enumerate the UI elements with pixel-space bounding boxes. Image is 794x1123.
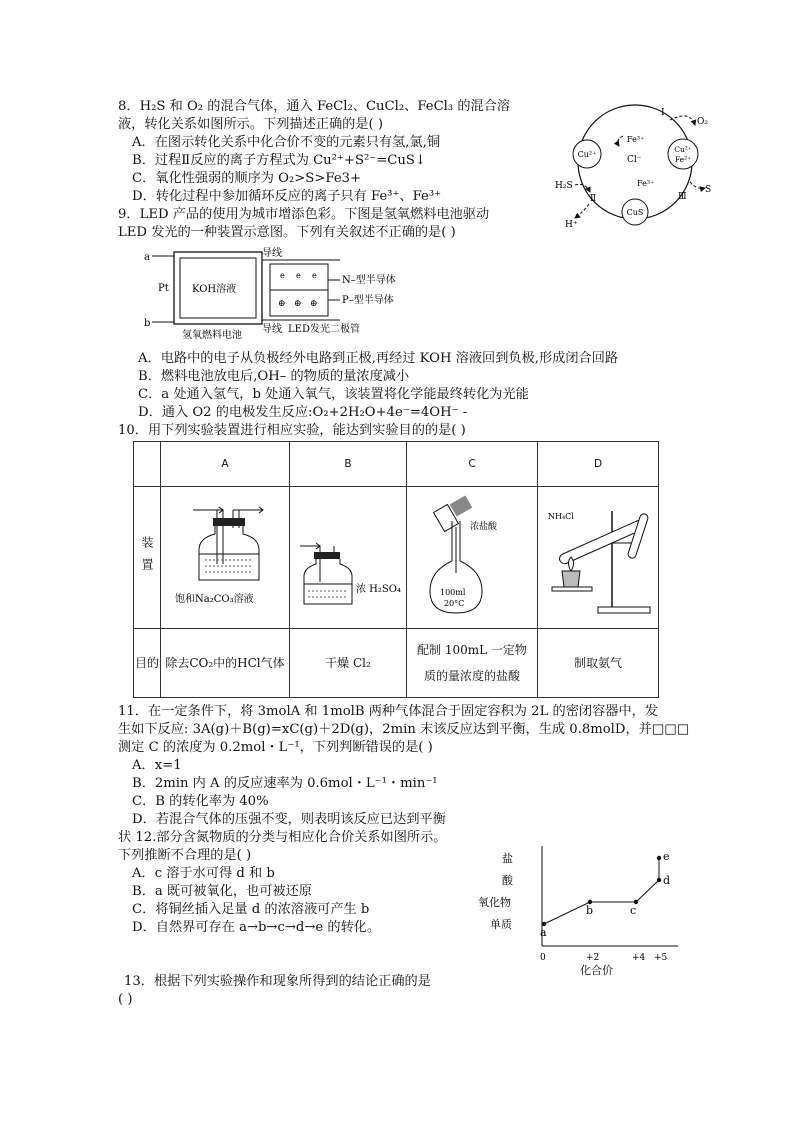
y-cat-element: 单质 xyxy=(490,918,512,931)
device-b-label: 浓 H₂SO₄ xyxy=(356,584,401,595)
fe3-top-label: Fe³⁺ xyxy=(627,135,645,144)
q8-option-b: B．过程Ⅱ反应的离子方程式为 Cu²⁺+S²⁻=CuS↓ xyxy=(132,153,426,168)
gas-washing-bottle-a xyxy=(161,496,289,616)
x-tick-4: +4 xyxy=(632,953,646,963)
electron-3: e xyxy=(312,271,317,280)
q8-option-a: A．在图示转化关系中化合价不变的元素只有氢,氯,铜 xyxy=(132,135,441,150)
device-c-label: 浓盐酸 xyxy=(470,522,498,532)
q12-stem-line2: 下列推断不合理的是( ) xyxy=(118,848,252,863)
q10-stem: 10．用下列实验装置进行相应实验，能达到实验目的的是( ) xyxy=(118,423,466,438)
hplus-label: H⁺ xyxy=(565,220,578,230)
col-d-header: D xyxy=(538,442,659,487)
col-a-header: A xyxy=(161,442,290,487)
q12-option-d: D．自然界可存在 a→b→c→d→e 的转化。 xyxy=(132,920,381,935)
q13-stem: 13．根据下列实验操作和现象所得到的结论正确的是 xyxy=(124,974,431,989)
col-c-header: C xyxy=(407,442,538,487)
point-e xyxy=(657,856,661,860)
purpose-b: 干燥 Cl₂ xyxy=(290,629,407,698)
q11-stem-line3: 测定 C 的浓度为 0.2mol・L⁻¹，下列判断错误的是( ) xyxy=(118,740,433,755)
q9-stem-line1: 9．LED 产品的使用为城市增添色彩。下图是氢氧燃料电池驱动 xyxy=(118,207,490,222)
ammonia-apparatus-d xyxy=(538,491,658,621)
device-d-cell xyxy=(538,487,659,629)
flask-temp: 20°C xyxy=(444,599,465,608)
x-axis-label: 化合价 xyxy=(580,964,613,977)
electron-2: e xyxy=(296,271,301,280)
cufe-fe-label: Fe²⁺ xyxy=(674,155,692,164)
led-caption: LED发光二极管 xyxy=(288,324,360,335)
purpose-d: 制取氨气 xyxy=(538,629,659,698)
q12-option-a: A．c 溶于水可得 d 和 b xyxy=(132,866,275,881)
p-type-label: P–型半导体 xyxy=(342,295,394,306)
q11-option-d: D．若混合气体的压强不变，则表明该反应已达到平衡 xyxy=(132,812,446,827)
y-cat-oxide: 氧化物 xyxy=(478,896,511,909)
q12-stem-line1: 状 12.部分含氮物质的分类与相应化合价关系如图所示。 xyxy=(118,830,447,845)
q8-option-d: D．转化过程中参加循环反应的离子只有 Fe³⁺、Fe³⁺ xyxy=(132,189,442,204)
inlet-a-label: a xyxy=(144,252,150,263)
cufe-circle xyxy=(668,139,698,169)
point-d xyxy=(657,878,661,882)
q12-nitrogen-chart xyxy=(470,842,690,980)
cu-label: Cu²⁺ xyxy=(577,150,597,159)
q11-option-b: B．2min 内 A 的反应速率为 0.6mol・L⁻¹・min⁻¹ xyxy=(132,776,438,791)
device-b-cell xyxy=(290,487,407,629)
x-tick-0: 0 xyxy=(540,953,546,963)
y-cat-salt: 盐 xyxy=(502,852,513,865)
cl-label: Cl⁻ xyxy=(627,155,642,165)
wire-bottom-label: 导线 xyxy=(262,324,282,335)
point-label-a: a xyxy=(540,926,547,939)
q9-fuel-cell-diagram xyxy=(140,244,430,344)
q13-paren: ( ) xyxy=(118,992,133,1007)
corner-cell xyxy=(134,442,161,487)
purpose-c: 配制 100mL 一定物质的量浓度的盐酸 xyxy=(407,629,538,698)
cell-caption: 氢氧燃料电池 xyxy=(182,330,242,341)
q10-experiment-table xyxy=(133,441,659,698)
electron-1: e xyxy=(280,271,285,280)
o2-label: O₂ xyxy=(697,117,708,127)
col-b-header: B xyxy=(290,442,407,487)
q11-stem-line1: 11．在一定条件下，将 3molA 和 1molB 两种气体混合于固定容积为 2L 的密闭容器中，发 xyxy=(118,704,659,719)
hole-2: ⊕ xyxy=(294,299,302,309)
q8-option-c: C．氧化性强弱的顺序为 O₂>S>Fe3+ xyxy=(132,171,362,186)
row-purpose-label: 目的 xyxy=(134,629,161,698)
q8-cycle-diagram xyxy=(545,100,725,235)
q11-option-a: A．x=1 xyxy=(132,758,182,773)
hole-3: ⊕ xyxy=(310,299,318,309)
hole-1: ⊕ xyxy=(278,299,286,309)
n-type-label: N–型半导体 xyxy=(342,275,396,286)
device-a-label: 饱和Na₂CO₃溶液 xyxy=(175,594,254,605)
device-a-cell xyxy=(161,487,290,629)
q9-option-d: D．通入 O2 的电极发生反应:O₂+2H₂O+4e⁻=4OH⁻ - xyxy=(138,405,468,420)
purpose-a: 除去CO₂中的HCl气体 xyxy=(161,629,290,698)
step-ii-label: Ⅱ xyxy=(590,194,597,204)
x-tick-5: +5 xyxy=(654,953,668,963)
cus-label: CuS xyxy=(626,208,644,217)
device-c-cell xyxy=(407,487,538,629)
inlet-b-label: b xyxy=(144,318,151,329)
x-tick-2: +2 xyxy=(586,953,600,963)
q8-stem-line2: 液，转化关系如图所示。下列描述正确的是( ) xyxy=(118,117,384,132)
step-iii-label: Ⅲ xyxy=(678,192,687,202)
q12-option-c: C．将铜丝插入足量 d 的浓溶液可产生 b xyxy=(132,902,370,917)
q9-stem-line2: LED 发光的一种装置示意图。下列有关叙述不正确的是( ) xyxy=(118,225,456,240)
device-d-label: NH₄Cl xyxy=(548,512,574,521)
q9-option-c: C．a 处通入氢气，b 处通入氧气，该装置将化学能最终转化为光能 xyxy=(138,387,529,402)
h2s-label: H₂S xyxy=(555,181,573,191)
step-i-label: I xyxy=(661,108,665,118)
q12-option-b: B．a 既可被氧化，也可被还原 xyxy=(132,884,312,899)
koh-label: KOH溶液 xyxy=(192,284,237,295)
point-label-d: d xyxy=(663,874,671,887)
s-label: S xyxy=(705,185,712,195)
flask-volume: 100ml xyxy=(440,588,466,597)
point-label-b: b xyxy=(586,904,594,917)
q11-stem-line2: 生如下反应: 3A(g)＋B(g)=xC(g)＋2D(g)，2min 末该反应达到平衡，生成 0.8molD，并□□□ xyxy=(118,722,690,737)
series-line xyxy=(544,880,659,924)
wire-top-label: 导线 xyxy=(262,248,282,259)
point-label-c: c xyxy=(630,904,637,917)
volumetric-flask-c xyxy=(408,491,536,621)
point-label-e: e xyxy=(663,850,670,863)
y-cat-acid: 酸 xyxy=(502,874,513,887)
q9-option-b: B．燃料电池放电后,OH– 的物质的量浓度减小 xyxy=(138,369,410,384)
gas-washing-bottle-b xyxy=(290,496,406,616)
fe3-right-label: Fe³⁺ xyxy=(637,179,655,188)
cufe-cu-label: Cu²⁺ xyxy=(674,145,692,154)
q9-option-a: A．电路中的电子从负极经外电路到正极,再经过 KOH 溶液回到负极,形成闭合回路 xyxy=(138,351,619,366)
pt-label: Pt xyxy=(158,283,169,294)
q11-option-c: C．B 的转化率为 40% xyxy=(132,794,269,809)
row-device-label: 装置 xyxy=(134,487,161,629)
q8-stem-line1: 8．H₂S 和 O₂ 的混合气体，通入 FeCl₂、CuCl₂、FeCl₃ 的混合溶 xyxy=(118,99,511,114)
